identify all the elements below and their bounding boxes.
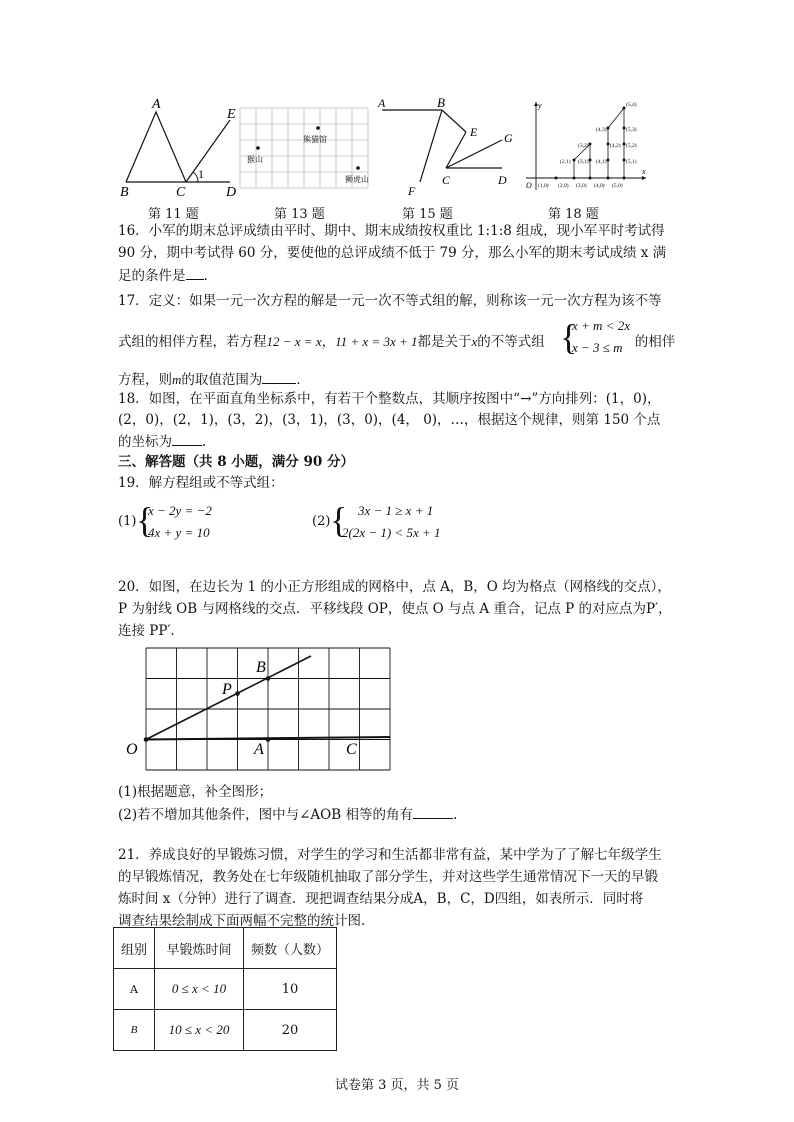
figure-13 — [238, 106, 378, 192]
point-label: (2,0) — [558, 183, 569, 189]
q19-part2-label: (2) — [312, 514, 331, 529]
point-label: (5,2) — [626, 143, 637, 149]
place-lion-tiger: 狮虎山 — [345, 175, 369, 184]
caption-18: 第 18 题 — [548, 207, 599, 222]
label-c: C — [346, 741, 357, 758]
q18-text: 的坐标为 — [118, 434, 172, 450]
q17-line3 — [118, 369, 310, 390]
point-label: (5,3) — [626, 127, 637, 133]
table-header-row — [114, 928, 337, 969]
point-label: (2,1) — [560, 159, 571, 165]
q18-line3 — [118, 431, 206, 452]
point-label: (5,4) — [626, 102, 637, 108]
point-label: (3,1) — [578, 159, 589, 165]
label-p: P — [222, 681, 232, 698]
q17-system-1: x + m < 2x — [572, 318, 630, 333]
q17-brace: { — [560, 317, 578, 357]
axis-x-label: x — [642, 167, 646, 176]
table-cell: 10 ≤ x < 20 — [155, 1010, 244, 1051]
q19-part2-ineq1: 3x − 1 ≥ x + 1 — [358, 503, 434, 518]
q16-end: . — [203, 268, 208, 284]
label-b: B — [437, 96, 445, 110]
q21-line2: 的早锻炼情况，教务处在七年级随机抽取了部分学生，并对这些学生通常情况下一天的早锻 — [118, 869, 658, 885]
q19-part1-eq1: x − 2y = −2 — [148, 503, 212, 518]
table-header: 组别 — [114, 928, 155, 969]
point-label: (3,0) — [576, 183, 587, 189]
q16-answer-blank[interactable] — [186, 265, 204, 280]
section-3-heading: 三、解答题（共 8 小题，满分 90 分） — [118, 454, 354, 470]
point-label: (5,0) — [612, 183, 623, 189]
q17-text-e: 方程，则 — [118, 372, 172, 388]
q17-end: ． — [296, 372, 310, 388]
table-cell: 20 — [244, 1010, 337, 1051]
table-cell: A — [114, 969, 155, 1010]
q19-part2-brace: { — [330, 500, 348, 540]
caption-15: 第 15 题 — [402, 207, 453, 222]
q17-eq1: 12 − x = x — [266, 334, 322, 349]
q20-grid-figure — [118, 640, 398, 772]
q21-line4: 调查结果绘制成下面两幅不完整的统计图． — [118, 913, 375, 929]
q20-line1: 20．如图，在边长为 1 的小正方形组成的网格中，点 A，B，O 均为格点（网格线的交点）， — [118, 579, 671, 595]
table-cell: 10 — [244, 969, 337, 1010]
q17-system-2: x − 3 ≤ m — [572, 340, 623, 355]
q21-line3: 炼时间 x（分钟）进行了调查．现把调查结果分成A，B，C，D四组，如表所示．同时将 — [118, 891, 644, 907]
label-d: D — [498, 173, 507, 187]
table-row — [114, 969, 337, 1010]
point-label: (3,2) — [578, 143, 589, 149]
q17-text-a: 式组的相伴方程，若方程 — [118, 334, 267, 350]
q19-line1: 19．解方程组或不等式组： — [118, 475, 284, 491]
page-footer: 试卷第 3 页，共 5 页 — [334, 1078, 460, 1093]
label-c: C — [176, 185, 186, 200]
q17-eq2: 11 + x = 3x + 1 — [335, 334, 418, 349]
q18-line1: 18．如图，在平面直角坐标系中，有若干个整数点，其顺序按图中“→”方向排列：(1，0)， — [118, 391, 661, 407]
q19-part2-ineq2: 2(2x − 1) < 5x + 1 — [342, 525, 441, 540]
label-a: A — [254, 741, 264, 758]
figure-18 — [514, 96, 654, 200]
q20-sub1: (1)根据题意，补全图形； — [118, 784, 273, 800]
table-row — [114, 1010, 337, 1051]
caption-13: 第 13 题 — [274, 207, 325, 222]
label-g: G — [504, 131, 513, 145]
q19-part1-brace: { — [136, 500, 154, 540]
q20-line2: P 为射线 OB 与网格线的交点．平移线段 OP，使点 O 与点 A 重合，记点 P 的对应点为P′， — [118, 601, 672, 617]
point-label: (4,2) — [610, 143, 621, 149]
q16-text: 足的条件是 — [118, 268, 186, 284]
axis-y-label: y — [538, 101, 542, 110]
table-cell: 0 ≤ x < 10 — [155, 969, 244, 1010]
point-label: (1,0) — [538, 183, 549, 189]
q17-text-c: 的不等式组 — [477, 334, 545, 350]
q17-sep: ， — [321, 334, 336, 350]
label-a: A — [152, 97, 161, 112]
label-o: O — [126, 741, 138, 758]
q17-answer-blank[interactable] — [262, 369, 296, 384]
table-header: 早锻炼时间 — [155, 928, 244, 969]
origin-label: O — [526, 181, 532, 190]
q16-line3 — [118, 265, 208, 286]
q16-line2: 90 分，期中考试得 60 分，要使他的总评成绩不低于 79 分，那么小军的期末考试成绩 x 满 — [118, 245, 667, 261]
q17-text-b: 都是关于 — [417, 334, 472, 350]
figure-15 — [376, 96, 516, 198]
label-a: A — [378, 96, 386, 110]
q16-line1: 16．小军的期末总评成绩由平时、期中、期末成绩按权重比 1:1:8 组成，现小军平时考试得 — [118, 223, 665, 239]
place-panda: 熊猫馆 — [303, 135, 327, 144]
label-e: E — [470, 125, 478, 139]
q20-sub2-end: . — [452, 807, 458, 823]
q17-line1: 17．定义：如果一元一次方程的解是一元一次不等式组的解，则称该一元一次方程为该不等 — [118, 293, 662, 309]
q21-table — [113, 927, 337, 1051]
point-label: (4,0) — [594, 183, 605, 189]
label-b: B — [256, 659, 266, 676]
q17-var: x — [471, 334, 478, 349]
table-cell: B — [114, 1010, 155, 1051]
label-f: F — [408, 184, 416, 198]
q20-answer-blank[interactable] — [413, 804, 453, 819]
point-label: (4,3) — [596, 127, 607, 133]
figure-11 — [112, 96, 247, 201]
label-d: D — [226, 185, 237, 200]
point-label: (4,1) — [596, 159, 607, 165]
point-label: (5,1) — [626, 159, 637, 165]
label-angle-1: 1 — [198, 167, 204, 181]
caption-11: 第 11 题 — [148, 207, 199, 222]
q21-line1: 21．养成良好的早锻炼习惯，对学生的学习和生活都非常有益，某中学为了了解七年级学生 — [118, 847, 662, 863]
q19-part1-eq2: 4x + y = 10 — [148, 525, 210, 540]
q20-sub2-text: (2)若不增加其他条件，图中与∠AOB 相等的角有 — [118, 807, 413, 823]
q19-part1-label: (1) — [118, 514, 137, 529]
table-header: 频数（人数） — [244, 928, 337, 969]
place-monkey: 猴山 — [247, 155, 263, 164]
q20-sub2 — [118, 804, 457, 825]
label-b: B — [120, 185, 129, 200]
q18-end: . — [202, 434, 207, 450]
label-e: E — [227, 107, 236, 122]
q20-line3: 连接 PP′． — [118, 623, 185, 639]
q18-line2: (2，0)，(2，1)，(3，2)，(3，1)，(3，0)，(4， 0)，…，根据这个规律，则第 150 个点 — [118, 412, 661, 428]
q17-text-d: 的相伴 — [634, 334, 676, 350]
q17-var-m: m — [172, 372, 182, 387]
q18-answer-blank[interactable] — [172, 431, 202, 446]
q17-text-f: 的取值范围为 — [181, 372, 263, 388]
label-c: C — [442, 173, 451, 187]
